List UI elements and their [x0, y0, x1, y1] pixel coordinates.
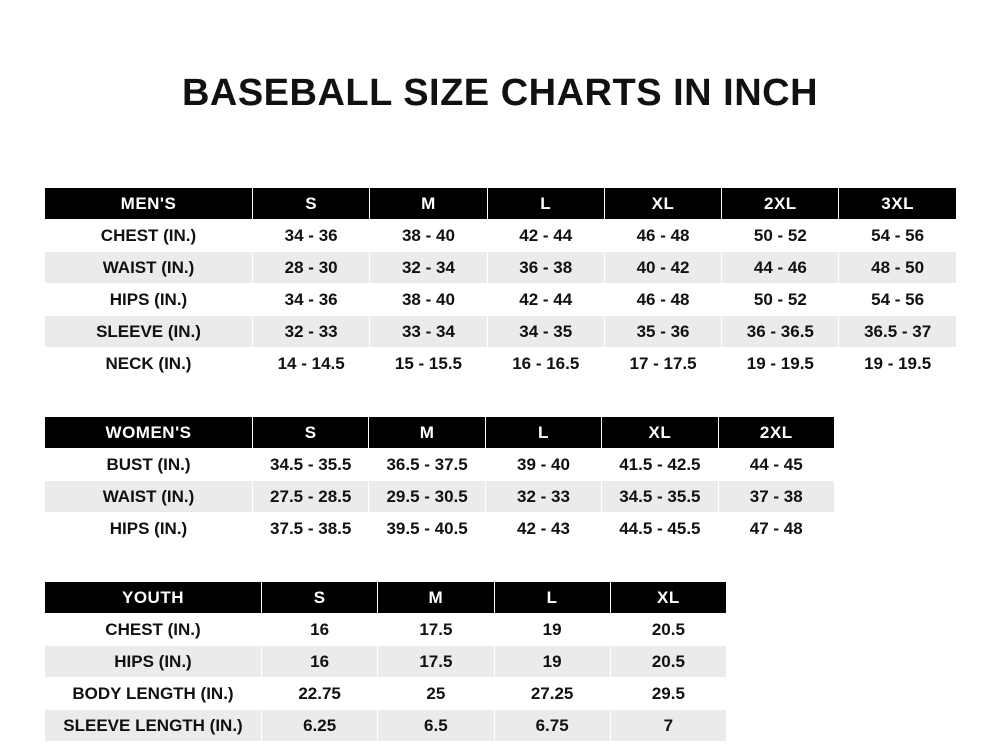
- cell: 44 - 46: [722, 252, 839, 284]
- table-header-row: [45, 188, 957, 220]
- cell: 44 - 45: [718, 449, 834, 481]
- table-row: [45, 646, 727, 678]
- cell: 37 - 38: [718, 481, 834, 513]
- column-header: 2XL: [718, 417, 834, 449]
- cell: 34 - 35: [487, 316, 604, 348]
- tables-container: [0, 187, 1000, 742]
- cell: 50 - 52: [722, 284, 839, 316]
- row-label: WAIST (IN.): [45, 252, 253, 284]
- cell: 40 - 42: [604, 252, 721, 284]
- mens-size-table: [44, 187, 957, 380]
- cell: 47 - 48: [718, 513, 834, 545]
- cell: 17 - 17.5: [604, 348, 721, 380]
- cell: 46 - 48: [604, 284, 721, 316]
- column-header: YOUTH: [45, 582, 262, 614]
- cell: 6.5: [378, 710, 494, 742]
- cell: 34.5 - 35.5: [602, 481, 718, 513]
- cell: 42 - 44: [487, 220, 604, 252]
- cell: 7: [610, 710, 726, 742]
- row-label: BUST (IN.): [45, 449, 253, 481]
- table-row: [45, 220, 957, 252]
- cell: 29.5 - 30.5: [369, 481, 485, 513]
- cell: 36 - 38: [487, 252, 604, 284]
- column-header: WOMEN'S: [45, 417, 253, 449]
- column-header: L: [494, 582, 610, 614]
- column-header: S: [262, 582, 378, 614]
- cell: 35 - 36: [604, 316, 721, 348]
- table-header-row: [45, 582, 727, 614]
- cell: 32 - 34: [370, 252, 487, 284]
- youth-size-table: [44, 581, 727, 742]
- cell: 34 - 36: [253, 220, 370, 252]
- column-header: 2XL: [722, 188, 839, 220]
- row-label: SLEEVE (IN.): [45, 316, 253, 348]
- cell: 19: [494, 646, 610, 678]
- cell: 16 - 16.5: [487, 348, 604, 380]
- column-header: XL: [610, 582, 726, 614]
- row-label: HIPS (IN.): [45, 284, 253, 316]
- cell: 46 - 48: [604, 220, 721, 252]
- cell: 39 - 40: [485, 449, 601, 481]
- cell: 34 - 36: [253, 284, 370, 316]
- row-label: NECK (IN.): [45, 348, 253, 380]
- page-title: BASEBALL SIZE CHARTS IN INCH: [181, 72, 819, 114]
- row-label: CHEST (IN.): [45, 220, 253, 252]
- cell: 36 - 36.5: [722, 316, 839, 348]
- column-header: L: [487, 188, 604, 220]
- table-row: [45, 252, 957, 284]
- cell: 38 - 40: [370, 284, 487, 316]
- column-header: S: [253, 188, 370, 220]
- cell: 32 - 33: [253, 316, 370, 348]
- cell: 19 - 19.5: [722, 348, 839, 380]
- table-row: [45, 348, 957, 380]
- row-label: SLEEVE LENGTH (IN.): [45, 710, 262, 742]
- cell: 44.5 - 45.5: [602, 513, 718, 545]
- column-header: 3XL: [839, 188, 956, 220]
- cell: 36.5 - 37: [839, 316, 956, 348]
- cell: 25: [378, 678, 494, 710]
- column-header: M: [370, 188, 487, 220]
- cell: 36.5 - 37.5: [369, 449, 485, 481]
- cell: 39.5 - 40.5: [369, 513, 485, 545]
- table-row: [45, 481, 835, 513]
- table-row: [45, 513, 835, 545]
- table-row: [45, 710, 727, 742]
- column-header: M: [369, 417, 485, 449]
- cell: 37.5 - 38.5: [253, 513, 369, 545]
- row-label: BODY LENGTH (IN.): [45, 678, 262, 710]
- cell: 6.25: [262, 710, 378, 742]
- table-row: [45, 316, 957, 348]
- cell: 33 - 34: [370, 316, 487, 348]
- cell: 17.5: [378, 646, 494, 678]
- cell: 20.5: [610, 646, 726, 678]
- cell: 27.25: [494, 678, 610, 710]
- cell: 28 - 30: [253, 252, 370, 284]
- table-row: [45, 614, 727, 646]
- row-label: WAIST (IN.): [45, 481, 253, 513]
- table-header-row: [45, 417, 835, 449]
- cell: 22.75: [262, 678, 378, 710]
- cell: 27.5 - 28.5: [253, 481, 369, 513]
- cell: 38 - 40: [370, 220, 487, 252]
- row-label: HIPS (IN.): [45, 646, 262, 678]
- cell: 29.5: [610, 678, 726, 710]
- cell: 48 - 50: [839, 252, 956, 284]
- table-row: [45, 678, 727, 710]
- cell: 15 - 15.5: [370, 348, 487, 380]
- cell: 14 - 14.5: [253, 348, 370, 380]
- column-header: XL: [602, 417, 718, 449]
- cell: 42 - 43: [485, 513, 601, 545]
- column-header: MEN'S: [45, 188, 253, 220]
- cell: 50 - 52: [722, 220, 839, 252]
- row-label: HIPS (IN.): [45, 513, 253, 545]
- cell: 19 - 19.5: [839, 348, 956, 380]
- column-header: XL: [604, 188, 721, 220]
- cell: 54 - 56: [839, 284, 956, 316]
- cell: 34.5 - 35.5: [253, 449, 369, 481]
- column-header: M: [378, 582, 494, 614]
- cell: 16: [262, 646, 378, 678]
- cell: 17.5: [378, 614, 494, 646]
- cell: 41.5 - 42.5: [602, 449, 718, 481]
- column-header: S: [253, 417, 369, 449]
- table-row: [45, 449, 835, 481]
- womens-size-table: [44, 416, 835, 545]
- cell: 54 - 56: [839, 220, 956, 252]
- cell: 16: [262, 614, 378, 646]
- table-row: [45, 284, 957, 316]
- cell: 19: [494, 614, 610, 646]
- cell: 6.75: [494, 710, 610, 742]
- column-header: L: [485, 417, 601, 449]
- cell: 32 - 33: [485, 481, 601, 513]
- cell: 42 - 44: [487, 284, 604, 316]
- row-label: CHEST (IN.): [45, 614, 262, 646]
- cell: 20.5: [610, 614, 726, 646]
